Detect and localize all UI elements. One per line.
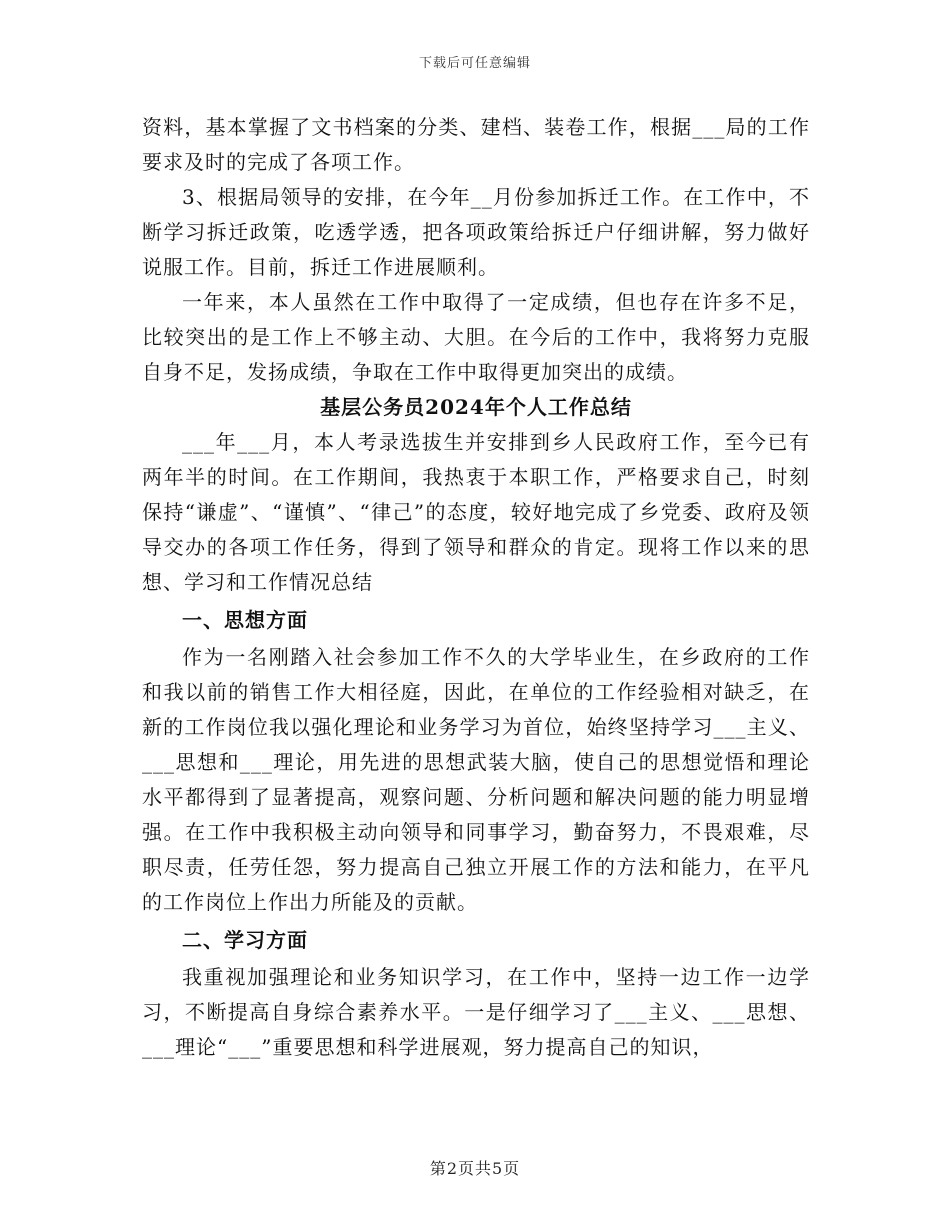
page-number: 第2页共5页 bbox=[429, 1159, 521, 1178]
document-body bbox=[142, 110, 810, 1065]
section-heading-thought: 一、思想方面 bbox=[182, 608, 308, 632]
page-header-note: 下载后可任意编辑 bbox=[418, 56, 531, 71]
section-heading-study: 二、学习方面 bbox=[182, 928, 308, 952]
paragraph-year-summary: 一年来，本人虽然在工作中取得了一定成绩，但也存在许多不足，比较突出的是工作上不够主动、大胆。在今后的工作中，我将努力克服自身不足，发扬成绩，争取在工作中取得更加突出的成绩。 bbox=[142, 290, 810, 384]
document-title: 基层公务员2024年个人工作总结 bbox=[320, 395, 632, 419]
paragraph-continued: 资料，基本掌握了文书档案的分类、建档、装卷工作，根据___局的工作要求及时的完成了各项工作。 bbox=[142, 115, 810, 174]
paragraph-demolition-work: 3、根据局领导的安排，在今年__月份参加拆迁工作。在工作中，不断学习拆迁政策，吃透学透，把各项政策给拆迁户仔细讲解，努力做好说服工作。目前，拆迁工作进展顺利。 bbox=[142, 185, 810, 279]
paragraph-thought: 作为一名刚踏入社会参加工作不久的大学毕业生，在乡政府的工作和我以前的销售工作大相径庭，因此，在单位的工作经验相对缺乏，在新的工作岗位我以强化理论和业务学习为首位，始终坚持学习___主义、___思想和___理论，用先进的思想武装大脑，使自己的思想觉悟和理论水平都得到了显著提高，观察问题、分析问题和解决问题的能力明显增强。在工作中我积极主动向领导和同事学习，勤奋努力，不畏艰难，尽职尽责，任劳任怨，努力提高自己独立开展工作的方法和能力，在平凡的工作岗位上作出力所能及的贡献。 bbox=[142, 645, 810, 914]
paragraph-intro: ___年___月，本人考录选拔生并安排到乡人民政府工作，至今已有两年半的时间。在工作期间，我热衷于本职工作，严格要求自己，时刻保持“谦虚”、“谨慎”、“律己”的态度，较好地完成了乡党委、政府及领导交办的各项工作任务，得到了领导和群众的肯定。现将工作以来的思想、学习和工作情况总结 bbox=[142, 430, 810, 594]
paragraph-study: 我重视加强理论和业务知识学习，在工作中，坚持一边工作一边学习，不断提高自身综合素养水平。一是仔细学习了___主义、___思想、___理论“___”重要思想和科学进展观，努力提高自己的知识， bbox=[142, 965, 810, 1059]
